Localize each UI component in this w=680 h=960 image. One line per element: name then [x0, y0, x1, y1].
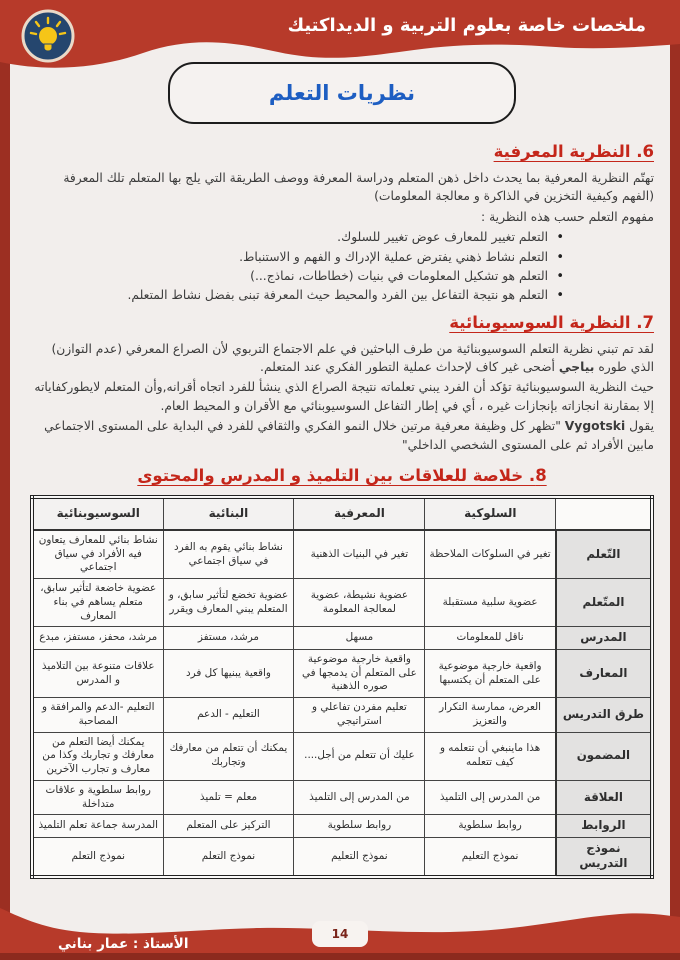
table-row	[32, 530, 652, 579]
table-row	[32, 732, 652, 780]
column-header-cognitive: المعرفية	[294, 497, 425, 530]
table-cell: مسهل	[294, 627, 425, 650]
table-cell: روابط سلطوية	[425, 815, 556, 838]
table-cell: التعليم - الدعم	[163, 698, 294, 732]
table-cell: مرشد، محفز، مستفز، مبدع	[32, 627, 163, 650]
row-label: المدرس	[556, 627, 652, 650]
table-cell: من المدرس إلى التلميذ	[294, 780, 425, 814]
table-cell: تعليم مفردن تفاعلي و استراتيجي	[294, 698, 425, 732]
row-label: المعارف	[556, 649, 652, 697]
section-7-paragraph-2: حيث النظرية السوسيوبنائية تؤكد أن الفرد يبني تعلماته نتيجة الصراع الذي ينشأ للفرد اتجاه أقرانه,وأن المتعلم لايطوركفاياته إلا بمقارنة انجازاته بإنجازات غيره ، أي في إطار التفاعل السوسيوبنائي مع الأقران و المحيط العام.	[34, 380, 654, 413]
table-cell: عضوية خاضعة لتأثير سابق، متعلم يساهم في بناء المعارف	[32, 579, 163, 627]
table-row	[32, 837, 652, 877]
section-6-heading: 6. النظرية المعرفية	[493, 142, 654, 161]
footer-bottom-strip	[0, 953, 680, 960]
right-border-stripe	[670, 0, 680, 960]
row-label: العلاقة	[556, 780, 652, 814]
row-label: الروابط	[556, 815, 652, 838]
table-cell: يمكنك أيضا التعلم من معارفك و تجاربك وكذا من معارف و تجارب الآخرين	[32, 732, 163, 780]
bullet-item: • التعلم نشاط ذهني يفترض عملية الإدراك و الفهم و الاستنباط.	[30, 248, 564, 266]
paragraph-text: يقول	[625, 419, 654, 434]
left-border-stripe	[0, 0, 10, 960]
table-cell: روابط سلطوية و علاقات متداخلة	[32, 780, 163, 814]
theories-comparison-table	[30, 495, 654, 879]
table-corner-cell	[556, 497, 652, 530]
table-cell: تغير في البنيات الذهنية	[294, 530, 425, 579]
row-label: المضمون	[556, 732, 652, 780]
table-header-row	[32, 497, 652, 530]
table-cell: التركيز على المتعلم	[163, 815, 294, 838]
table-cell: عليك أن تتعلم من أجل....	[294, 732, 425, 780]
paragraph-text: لقد تم تبني نظرية التعلم السوسيوبنائية من طرف الباحثين في علم الاجتماع التربوي لأن الصراع المعرفي (عدم التوازن) الذي طوره	[51, 341, 654, 374]
section-6-subtitle: مفهوم التعلم حسب هذه النظرية :	[481, 209, 654, 224]
table-cell: مرشد، مستفز	[163, 627, 294, 650]
paragraph-text: أضحى غير كاف لإحداث عملية التطور الفكري عند المتعلم.	[260, 360, 559, 374]
document-title: نظريات التعلم	[268, 81, 416, 105]
section-7-paragraph-3	[30, 417, 654, 454]
table-row	[32, 815, 652, 838]
table-cell: العرض، ممارسة التكرار والتعزيز	[425, 698, 556, 732]
content	[30, 134, 654, 879]
table-cell: المدرسة جماعة تعلم التلميذ	[32, 815, 163, 838]
table-cell: واقعية يبنيها كل فرد	[163, 649, 294, 697]
table-cell: معلم = تلميذ	[163, 780, 294, 814]
page-number: 14	[331, 927, 349, 941]
row-label: المتّعلم	[556, 579, 652, 627]
document-title-box	[168, 62, 516, 124]
column-header-constructivist: البنائية	[163, 497, 294, 530]
footer-author: الأستاذ : عمار بناني	[58, 936, 189, 952]
table-row	[32, 698, 652, 732]
table-cell: تغير في السلوكات الملاحظة	[425, 530, 556, 579]
section-7-heading: 7. النظرية السوسيوبنائية	[449, 312, 654, 332]
vygotski-name: Vygotski	[564, 419, 626, 434]
table-cell: واقعية خارجية موضوعية على المتعلم أن يدمجها في صوره الذهنية	[294, 649, 425, 697]
table-cell: يمكنك أن تتعلم من معارفك وتجاربك	[163, 732, 294, 780]
table-cell: من المدرس إلى التلميذ	[425, 780, 556, 814]
table-row	[32, 579, 652, 627]
table-cell: ناقل للمعلومات	[425, 627, 556, 650]
table-cell: واقعية خارجية موضوعية على المتعلم أن يكتسبها	[425, 649, 556, 697]
table-row	[32, 627, 652, 650]
section-7-paragraph-1	[30, 340, 654, 377]
lightbulb-logo-icon	[20, 8, 76, 64]
table-cell: روابط سلطوية	[294, 815, 425, 838]
piaget-name: بياجي	[558, 360, 595, 374]
table-cell: نموذج التعليم	[294, 837, 425, 877]
table-cell: نموذج التعليم	[425, 837, 556, 877]
header-title: ملخصات خاصة بعلوم التربية و الديداكتيك	[287, 15, 646, 36]
table-cell: التعليم -الدعم والمرافقة و المصاحبة	[32, 698, 163, 732]
table-cell: نموذج التعلم	[163, 837, 294, 877]
table-cell: نشاط بنائي يقوم به الفرد في سياق اجتماعي	[163, 530, 294, 579]
bullet-item: • التعلم هو تشكيل المعلومات في بنيات (خطاطات، نماذج...)	[30, 267, 564, 285]
table-cell: عضوية نشيطة، عضوية لمعالجة المعلومة	[294, 579, 425, 627]
row-label: نموذج التدريس	[556, 837, 652, 877]
row-label: طرق التدريس	[556, 698, 652, 732]
table-row	[32, 649, 652, 697]
table-cell: عضوية سلبية مستقبلة	[425, 579, 556, 627]
section-6-bullet-list	[30, 228, 564, 305]
page-number-badge	[312, 921, 368, 947]
column-header-socioconstructivist: السوسيوبنائية	[32, 497, 163, 530]
table-cell: نموذج التعلم	[32, 837, 163, 877]
table-row	[32, 780, 652, 814]
column-header-behaviorist: السلوكية	[425, 497, 556, 530]
table-cell: نشاط بنائي للمعارف يتعاون فيه الأفراد في سياق اجتماعي	[32, 530, 163, 579]
bullet-item: • التعلم هو نتيجة التفاعل بين الفرد والمحيط حيث المعرفة تبنى بفضل نشاط المتعلم.	[30, 286, 564, 304]
section-6-intro: تهتّم النظرية المعرفية بما يحدث داخل ذهن المتعلم ودراسة المعرفة ووصف الطريقة التي يلج بها المتعلم تلك المعرفة (الفهم وكيفية التخزين في الذاكرة و معالجة المعلومات)	[63, 170, 654, 204]
paragraph-text: "تظهر كل وظيفة معرفية مرتين خلال النمو الفكري والثقافي للفرد في البداية على المستوى الاجتماعي مابين الأفراد ثم على المستوى الشخصي الداخلي"	[44, 419, 654, 452]
section-8-heading: 8. خلاصة للعلاقات بين التلميذ و المدرس والمحتوى	[137, 466, 547, 486]
table-cell: هذا ماينبغي أن تتعلمه و كيف تتعلمه	[425, 732, 556, 780]
table-cell: عضوية تخضع لتأثير سابق، و المتعلم يبني المعارف ويقرر	[163, 579, 294, 627]
table-cell: علاقات متنوعة بين التلاميذ و المدرس	[32, 649, 163, 697]
row-label: التّعلم	[556, 530, 652, 579]
bullet-item: • التعلم تغيير للمعارف عوض تغيير للسلوك.	[30, 228, 564, 246]
